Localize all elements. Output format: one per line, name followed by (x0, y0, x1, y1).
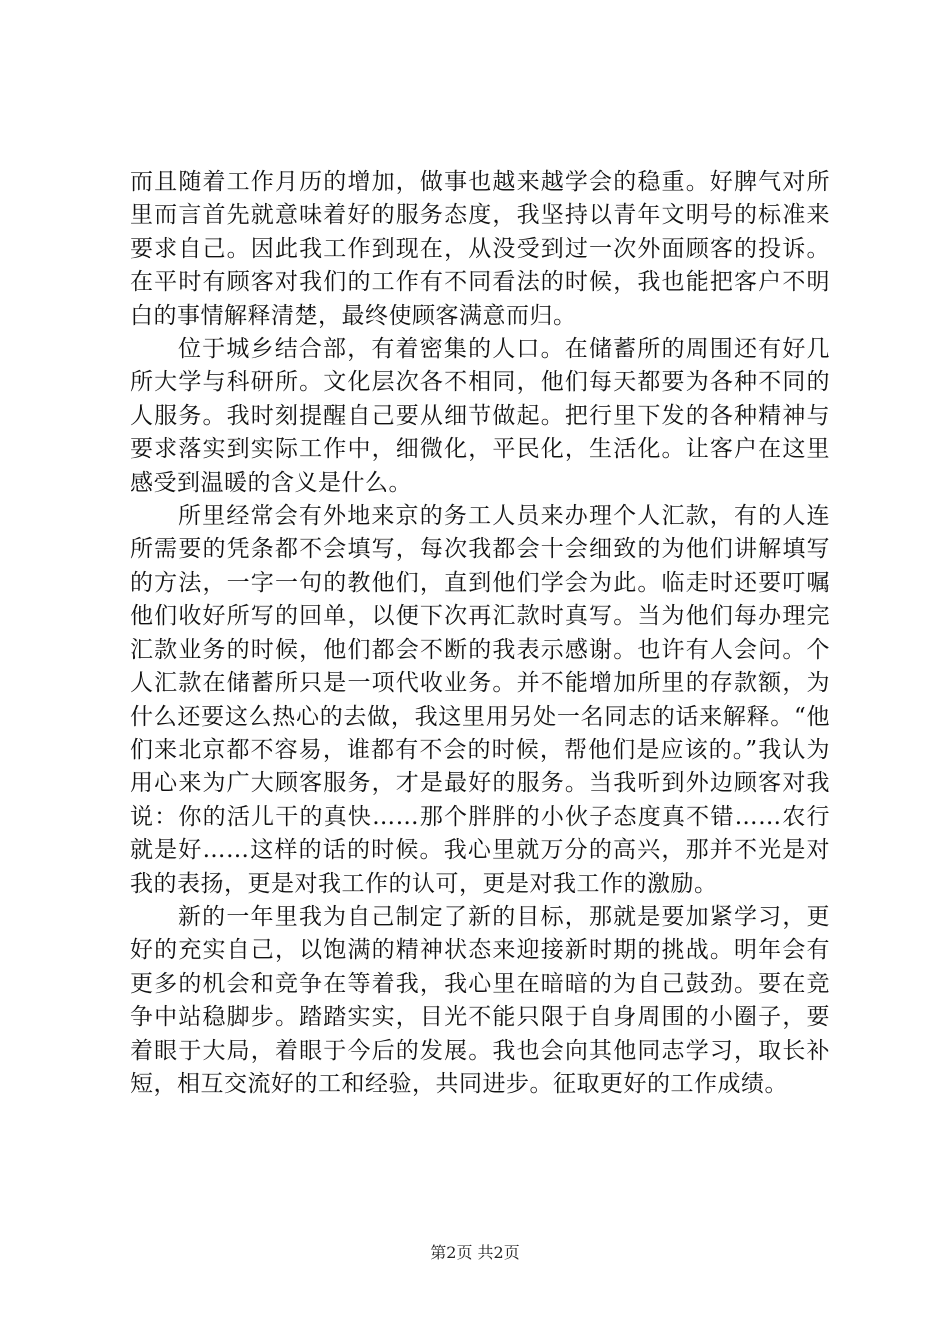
paragraph-3: 所里经常会有外地来京的务工人员来办理个人汇款，有的人连所需要的凭条都不会填写，每次我都会十会细致的为他们讲解填写的方法，一字一句的教他们，直到他们学会为此。临走时还要叮嘱他们收好所写的回单，以便下次再汇款时真写。当为他们每办理完汇款业务的时候，他们都会不断的我表示感谢。也许有人会问。个人汇款在储蓄所只是一项代收业务。并不能增加所里的存款额，为什么还要这么热心的去做，我这里用另处一名同志的话来解释。“他们来北京都不容易，谁都有不会的时候，帮他们是应该的。”我认为用心来为广大顾客服务，才是最好的服务。当我听到外边顾客对我说：你的活儿干的真快……那个胖胖的小伙子态度真不错……农行就是好……这样的话的时候。我心里就万分的高兴，那并不光是对我的表扬，更是对我工作的认可，更是对我工作的激励。 (130, 503, 830, 897)
paragraph-2: 位于城乡结合部，有着密集的人口。在储蓄所的周围还有好几所大学与科研所。文化层次各不相同，他们每天都要为各种不同的人服务。我时刻提醒自己要从细节做起。把行里下发的各种精神与要求落实到实际工作中，细微化，平民化，生活化。让客户在这里感受到温暖的含义是什么。 (130, 336, 830, 496)
paragraph-1: 而且随着工作月历的增加，做事也越来越学会的稳重。好脾气对所里而言首先就意味着好的服务态度，我坚持以青年文明号的标准来要求自己。因此我工作到现在，从没受到过一次外面顾客的投诉。在平时有顾客对我们的工作有不同看法的时候，我也能把客户不明白的事情解释清楚，最终使顾客满意而归。 (130, 169, 830, 329)
paragraph-4: 新的一年里我为自己制定了新的目标，那就是要加紧学习，更好的充实自己，以饱满的精神状态来迎接新时期的挑战。明年会有更多的机会和竞争在等着我，我心里在暗暗的为自己鼓劲。要在竞争中站稳脚步。踏踏实实，目光不能只限于自身周围的小圈子，要着眼于大局，着眼于今后的发展。我也会向其他同志学习，取长补短，相互交流好的工和经验，共同进步。征取更好的工作成绩。 (130, 903, 830, 1097)
document-body (130, 166, 830, 1101)
page-number-footer: 第2页 共2页 (430, 1243, 520, 1262)
